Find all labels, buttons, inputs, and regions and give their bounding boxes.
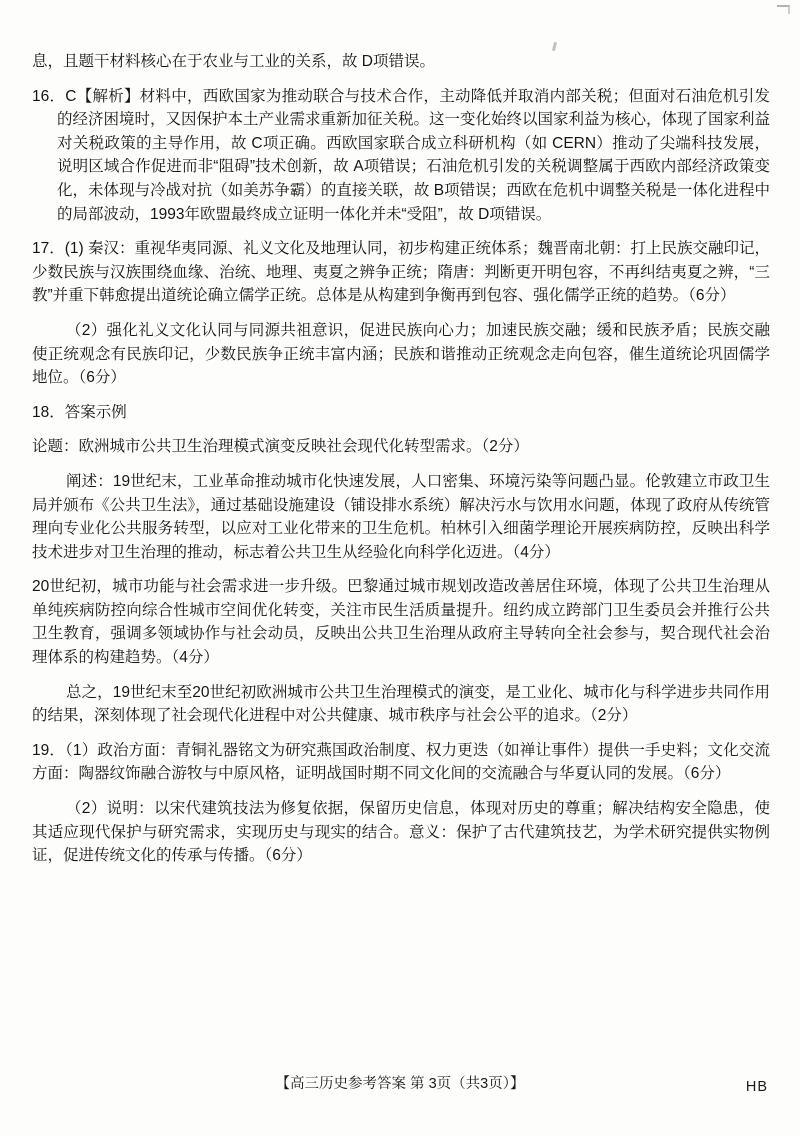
footer-title: 【高三历史参考答案 第 3页（共3页）】: [275, 1076, 525, 1093]
answer-item-19-part1: 19．（1）政治方面：青铜礼器铭文为研究燕国政治制度、权力更迭（如禅让事件）提供一手史料；文化交流方面：陶器纹饰融合游牧与中原风格，证明战国时期不同文化间的交流融合与华夏认同的发展。（6分）: [32, 741, 770, 783]
paragraph-carryover: 息，且题干材料核心在于农业与工业的关系，故 D项错误。: [32, 53, 436, 70]
answer-item-17-part1: 17．(1) 秦汉：重视华夷同源、礼义文化及地理认同，初步构建正统体系；魏晋南北朝：打上民族交融印记，少数民族与汉族围绕血缘、治统、地理、夷夏之辨争正统；隋唐：判断更开明包容，不再纠结夷夏之辨，“三教”并重下韩愈提出道统论确立儒学正统。总体是从构建到争衡再到包容、强化儒学正统的趋势。（6分）: [32, 240, 770, 305]
answer-content: [32, 50, 770, 868]
answer-item-18-topic: 论题：欧洲城市公共卫生治理模式演变反映社会现代化转型需求。（2分）: [32, 438, 529, 456]
answer-item-18-expound: 阐述：19世纪末，工业革命推动城市化快速发展，人口密集、环境污染等问题凸显。伦敦建立市政卫生局并颁布《公共卫生法》，通过基础设施建设（铺设排水系统）解决污水与饮用水问题，体现了政府从传统管理向专业化公共服务转型，以应对工业化带来的卫生危机。柏林引入细菌学理论开展疾病防控，反映出科学技术进步对卫生治理的推动，标志着公共卫生从经验化向科学化迈进。（4分）: [32, 472, 770, 561]
scan-artifact-corner: [777, 5, 790, 14]
answer-item-19-part2: （2）说明：以宋代建筑技法为修复依据，保留历史信息，体现对历史的尊重；解决结构安全隐患，使其适应现代保护与研究需求，实现历史与现实的结合。意义：保护了古代建筑技艺，为学术研究提供实物例证，促进传统文化的传承与传播。（6分）: [32, 800, 770, 865]
answer-item-18-body2: 20世纪初，城市功能与社会需求进一步升级。巴黎通过城市规划改造改善居住环境，体现了公共卫生治理从单纯疾病防控向综合性城市空间优化转变，关注市民生活质量提升。纽约成立跨部门卫生委员会并推行公共卫生教育，强调多领域协作与社会动员，反映出公共卫生治理从政府主导转向全社会参与，契合现代社会治理体系的构建趋势。（4分）: [32, 578, 770, 667]
answer-item-16: 16．C【解析】材料中，西欧国家为推动联合与技术合作，主动降低并取消内部关税；但面对石油危机引发的经济困境时，又因保护本土产业需求重新加征关税。这一变化始终以国家利益为核心，体现了国家利益对关税政策的主导作用，故 C项正确。西欧国家联合成立科研机构（如 CERN）推动了尖端科技发展，说明区域合作促进而非“阻碍”技术创新，故 A项错误；石油危机引发的关税调整属于西欧内部经济政策变化，未体现与冷战对抗（如美苏争霸）的直接关联，故 B项错误；西欧在危机中调整关税是一体化进程中的局部波动，1993年欧盟最终成立证明一体化并未“受阻”，故 D项错误。: [32, 87, 771, 223]
answer-item-18-heading: 18．答案示例: [32, 403, 127, 421]
answer-item-17-part2: （2）强化礼义文化认同与同源共祖意识，促进民族向心力；加速民族交融；缓和民族矛盾；民族交融使正统观念有民族印记，少数民族争正统丰富内涵；民族和谐推动正统观念走向包容，催生道统论巩固儒学地位。（6分）: [32, 321, 770, 387]
page-footer: [30, 1073, 770, 1097]
answer-item-18-summary: 总之，19世纪末至20世纪初欧洲城市公共卫生治理模式的演变，是工业化、城市化与科学进步共同作用的结果，深刻体现了社会现代化进程中对公共健康、城市秩序与社会公平的追求。（2分）: [32, 683, 770, 725]
footer-code: HB: [745, 1079, 768, 1096]
